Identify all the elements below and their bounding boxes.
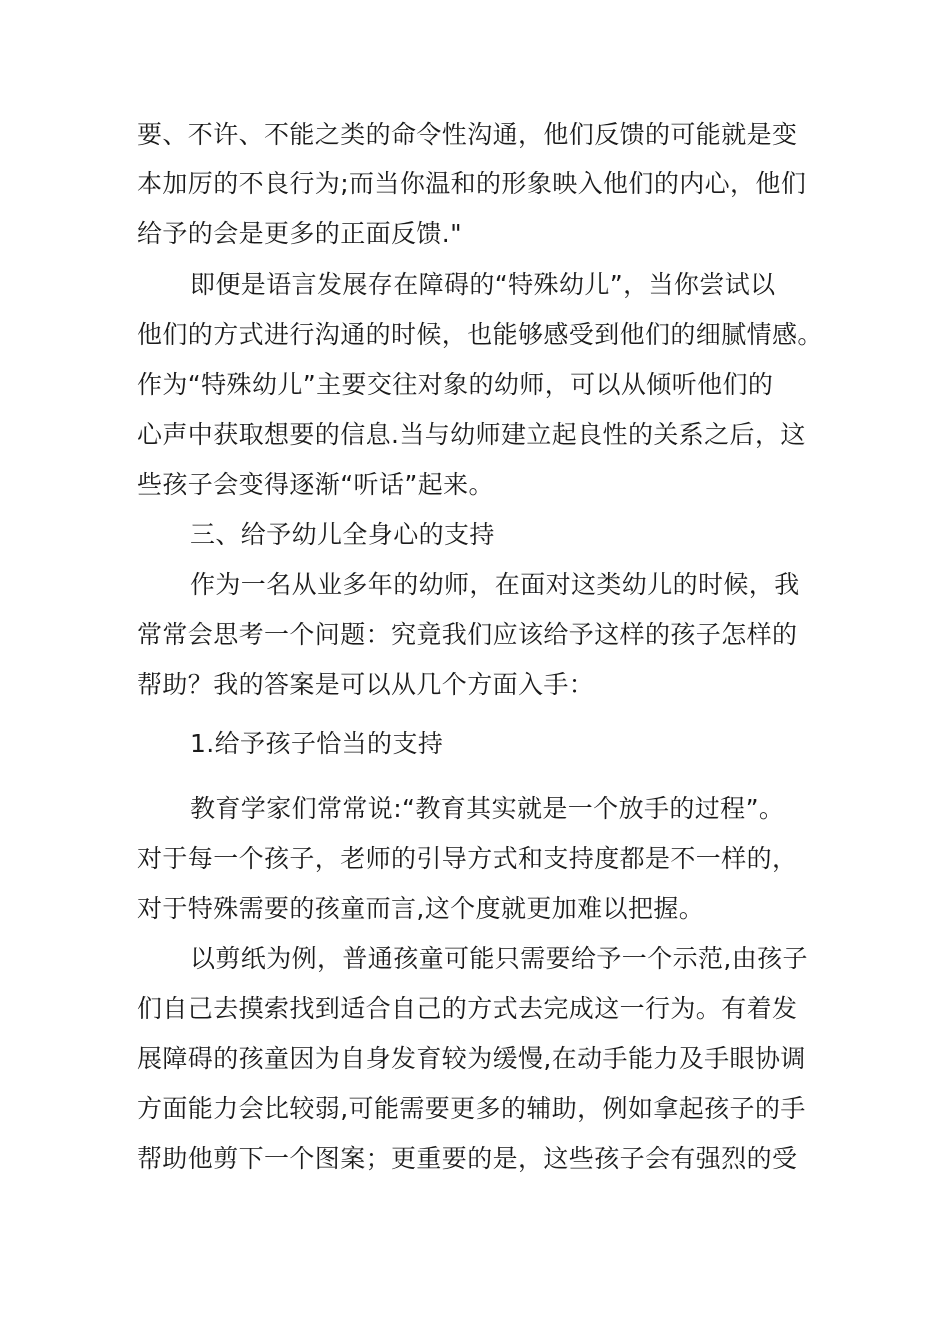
paragraph-line: 些孩子会变得逐渐“听话”起来。 bbox=[137, 470, 494, 499]
paragraph-line: 帮助他剪下一个图案；更重要的是，这些孩子会有强烈的受 bbox=[137, 1144, 798, 1173]
paragraph-line: 展障碍的孩童因为自身发育较为缓慢,在动手能力及手眼协调 bbox=[137, 1044, 806, 1073]
paragraph-line: 对于特殊需要的孩童而言,这个度就更加难以把握。 bbox=[137, 894, 705, 923]
paragraph-line: 以剪纸为例，普通孩童可能只需要给予一个示范,由孩子 bbox=[190, 944, 808, 973]
paragraph-line: 作为一名从业多年的幼师，在面对这类幼儿的时候，我 bbox=[190, 570, 800, 599]
paragraph-line: 帮助？我的答案是可以从几个方面入手： bbox=[137, 670, 595, 699]
paragraph-line: 常常会思考一个问题：究竟我们应该给予这样的孩子怎样的 bbox=[137, 620, 798, 649]
paragraph-line: 要、不许、不能之类的命令性沟通，他们反馈的可能就是变 bbox=[137, 120, 798, 149]
paragraph-line: 方面能力会比较弱,可能需要更多的辅助，例如拿起孩子的手 bbox=[137, 1094, 806, 1123]
paragraph-line: 对于每一个孩子，老师的引导方式和支持度都是不一样的， bbox=[137, 844, 798, 873]
paragraph-line: 作为“特殊幼儿”主要交往对象的幼师，可以从倾听他们的 bbox=[137, 370, 774, 399]
paragraph-line: 给予的会是更多的正面反馈." bbox=[137, 219, 463, 248]
paragraph-line: 他们的方式进行沟通的时候，也能够感受到他们的细腻情感。 bbox=[137, 320, 823, 349]
paragraph-line: 本加厉的不良行为;而当你温和的形象映入他们的内心，他们 bbox=[137, 169, 807, 198]
paragraph-line: 心声中获取想要的信息.当与幼师建立起良性的关系之后，这 bbox=[137, 420, 806, 449]
paragraph-line: 们自己去摸索找到适合自己的方式去完成这一行为。有着发 bbox=[137, 994, 798, 1023]
subsection-heading: 1.给予孩子恰当的支持 bbox=[190, 729, 444, 758]
paragraph-line: 即便是语言发展存在障碍的“特殊幼儿”，当你尝试以 bbox=[190, 270, 776, 299]
section-heading: 三、给予幼儿全身心的支持 bbox=[190, 520, 495, 549]
paragraph-line: 教育学家们常常说:“教育其实就是一个放手的过程”。 bbox=[190, 794, 785, 823]
